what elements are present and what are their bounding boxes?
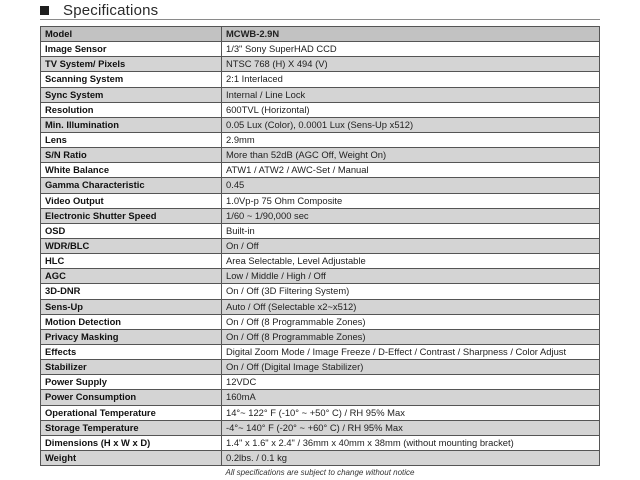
table-row <box>41 390 600 405</box>
table-row <box>41 420 600 435</box>
table-row <box>41 450 600 465</box>
table-row <box>41 269 600 284</box>
table-row <box>41 360 600 375</box>
spec-label: Resolution <box>41 102 222 117</box>
spec-value: On / Off (8 Programmable Zones) <box>222 314 600 329</box>
spec-value: On / Off (8 Programmable Zones) <box>222 329 600 344</box>
table-row <box>41 87 600 102</box>
spec-value: On / Off (Digital Image Stabilizer) <box>222 360 600 375</box>
spec-value: NTSC 768 (H) X 494 (V) <box>222 57 600 72</box>
section-title: Specifications <box>63 1 159 19</box>
table-row <box>41 72 600 87</box>
spec-value: -4°~ 140° F (-20° ~ +60° C) / RH 95% Max <box>222 420 600 435</box>
spec-label: HLC <box>41 254 222 269</box>
spec-label: Power Supply <box>41 375 222 390</box>
table-row <box>41 193 600 208</box>
spec-label: Dimensions (H x W x D) <box>41 435 222 450</box>
spec-value: Internal / Line Lock <box>222 87 600 102</box>
table-row <box>41 344 600 359</box>
spec-label: Gamma Characteristic <box>41 178 222 193</box>
bullet-square-icon <box>40 6 49 15</box>
spec-label: Scanning System <box>41 72 222 87</box>
spec-label: Stabilizer <box>41 360 222 375</box>
spec-label: WDR/BLC <box>41 238 222 253</box>
spec-value: 2.9mm <box>222 132 600 147</box>
table-row <box>41 375 600 390</box>
table-row <box>41 57 600 72</box>
spec-value: 0.2lbs. / 0.1 kg <box>222 450 600 465</box>
table-row <box>41 254 600 269</box>
table-row <box>41 178 600 193</box>
section-heading <box>40 0 158 20</box>
spec-value: 12VDC <box>222 375 600 390</box>
table-row <box>41 405 600 420</box>
spec-label: Video Output <box>41 193 222 208</box>
spec-label: Sens-Up <box>41 299 222 314</box>
spec-label: Electronic Shutter Speed <box>41 208 222 223</box>
spec-label: Lens <box>41 132 222 147</box>
table-row <box>41 299 600 314</box>
spec-label: AGC <box>41 269 222 284</box>
spec-value: More than 52dB (AGC Off, Weight On) <box>222 148 600 163</box>
table-row <box>41 208 600 223</box>
heading-divider <box>40 19 600 20</box>
spec-label: Power Consumption <box>41 390 222 405</box>
spec-value: 1/3" Sony SuperHAD CCD <box>222 42 600 57</box>
table-row <box>41 148 600 163</box>
table-row <box>41 163 600 178</box>
spec-label: Privacy Masking <box>41 329 222 344</box>
spec-label: Operational Temperature <box>41 405 222 420</box>
spec-label: TV System/ Pixels <box>41 57 222 72</box>
spec-value: On / Off <box>222 238 600 253</box>
spec-value: 0.05 Lux (Color), 0.0001 Lux (Sens-Up x512) <box>222 117 600 132</box>
spec-label: 3D-DNR <box>41 284 222 299</box>
spec-label: Sync System <box>41 87 222 102</box>
spec-label: Storage Temperature <box>41 420 222 435</box>
spec-value: Built-in <box>222 223 600 238</box>
spec-value: Auto / Off (Selectable x2~x512) <box>222 299 600 314</box>
spec-label: S/N Ratio <box>41 148 222 163</box>
table-row <box>41 42 600 57</box>
spec-value: 0.45 <box>222 178 600 193</box>
spec-label: Min. Illumination <box>41 117 222 132</box>
spec-value: 1.4" x 1.6" x 2.4" / 36mm x 40mm x 38mm (without mounting bracket) <box>222 435 600 450</box>
table-row <box>41 132 600 147</box>
spec-value: ATW1 / ATW2 / AWC-Set / Manual <box>222 163 600 178</box>
table-row <box>41 223 600 238</box>
spec-value: 160mA <box>222 390 600 405</box>
table-header-row <box>41 27 600 42</box>
spec-value: 600TVL (Horizontal) <box>222 102 600 117</box>
table-row <box>41 117 600 132</box>
table-row <box>41 314 600 329</box>
spec-value: 14°~ 122° F (-10° ~ +50° C) / RH 95% Max <box>222 405 600 420</box>
spec-value: 2:1 Interlaced <box>222 72 600 87</box>
spec-label: White Balance <box>41 163 222 178</box>
table-row <box>41 238 600 253</box>
table-row <box>41 284 600 299</box>
spec-label: Image Sensor <box>41 42 222 57</box>
table-row <box>41 435 600 450</box>
spec-value: Area Selectable, Level Adjustable <box>222 254 600 269</box>
spec-value: Low / Middle / High / Off <box>222 269 600 284</box>
model-label: Model <box>41 27 222 42</box>
spec-label: Motion Detection <box>41 314 222 329</box>
spec-value: Digital Zoom Mode / Image Freeze / D-Effect / Contrast / Sharpness / Color Adjust <box>222 344 600 359</box>
model-value: MCWB-2.9N <box>222 27 600 42</box>
spec-label: Effects <box>41 344 222 359</box>
footnote: All specifications are subject to change without notice <box>225 468 415 477</box>
table-row <box>41 329 600 344</box>
spec-label: OSD <box>41 223 222 238</box>
specifications-table <box>40 26 600 466</box>
table-row <box>41 102 600 117</box>
spec-label: Weight <box>41 450 222 465</box>
spec-value: 1.0Vp-p 75 Ohm Composite <box>222 193 600 208</box>
spec-value: On / Off (3D Filtering System) <box>222 284 600 299</box>
spec-value: 1/60 ~ 1/90,000 sec <box>222 208 600 223</box>
